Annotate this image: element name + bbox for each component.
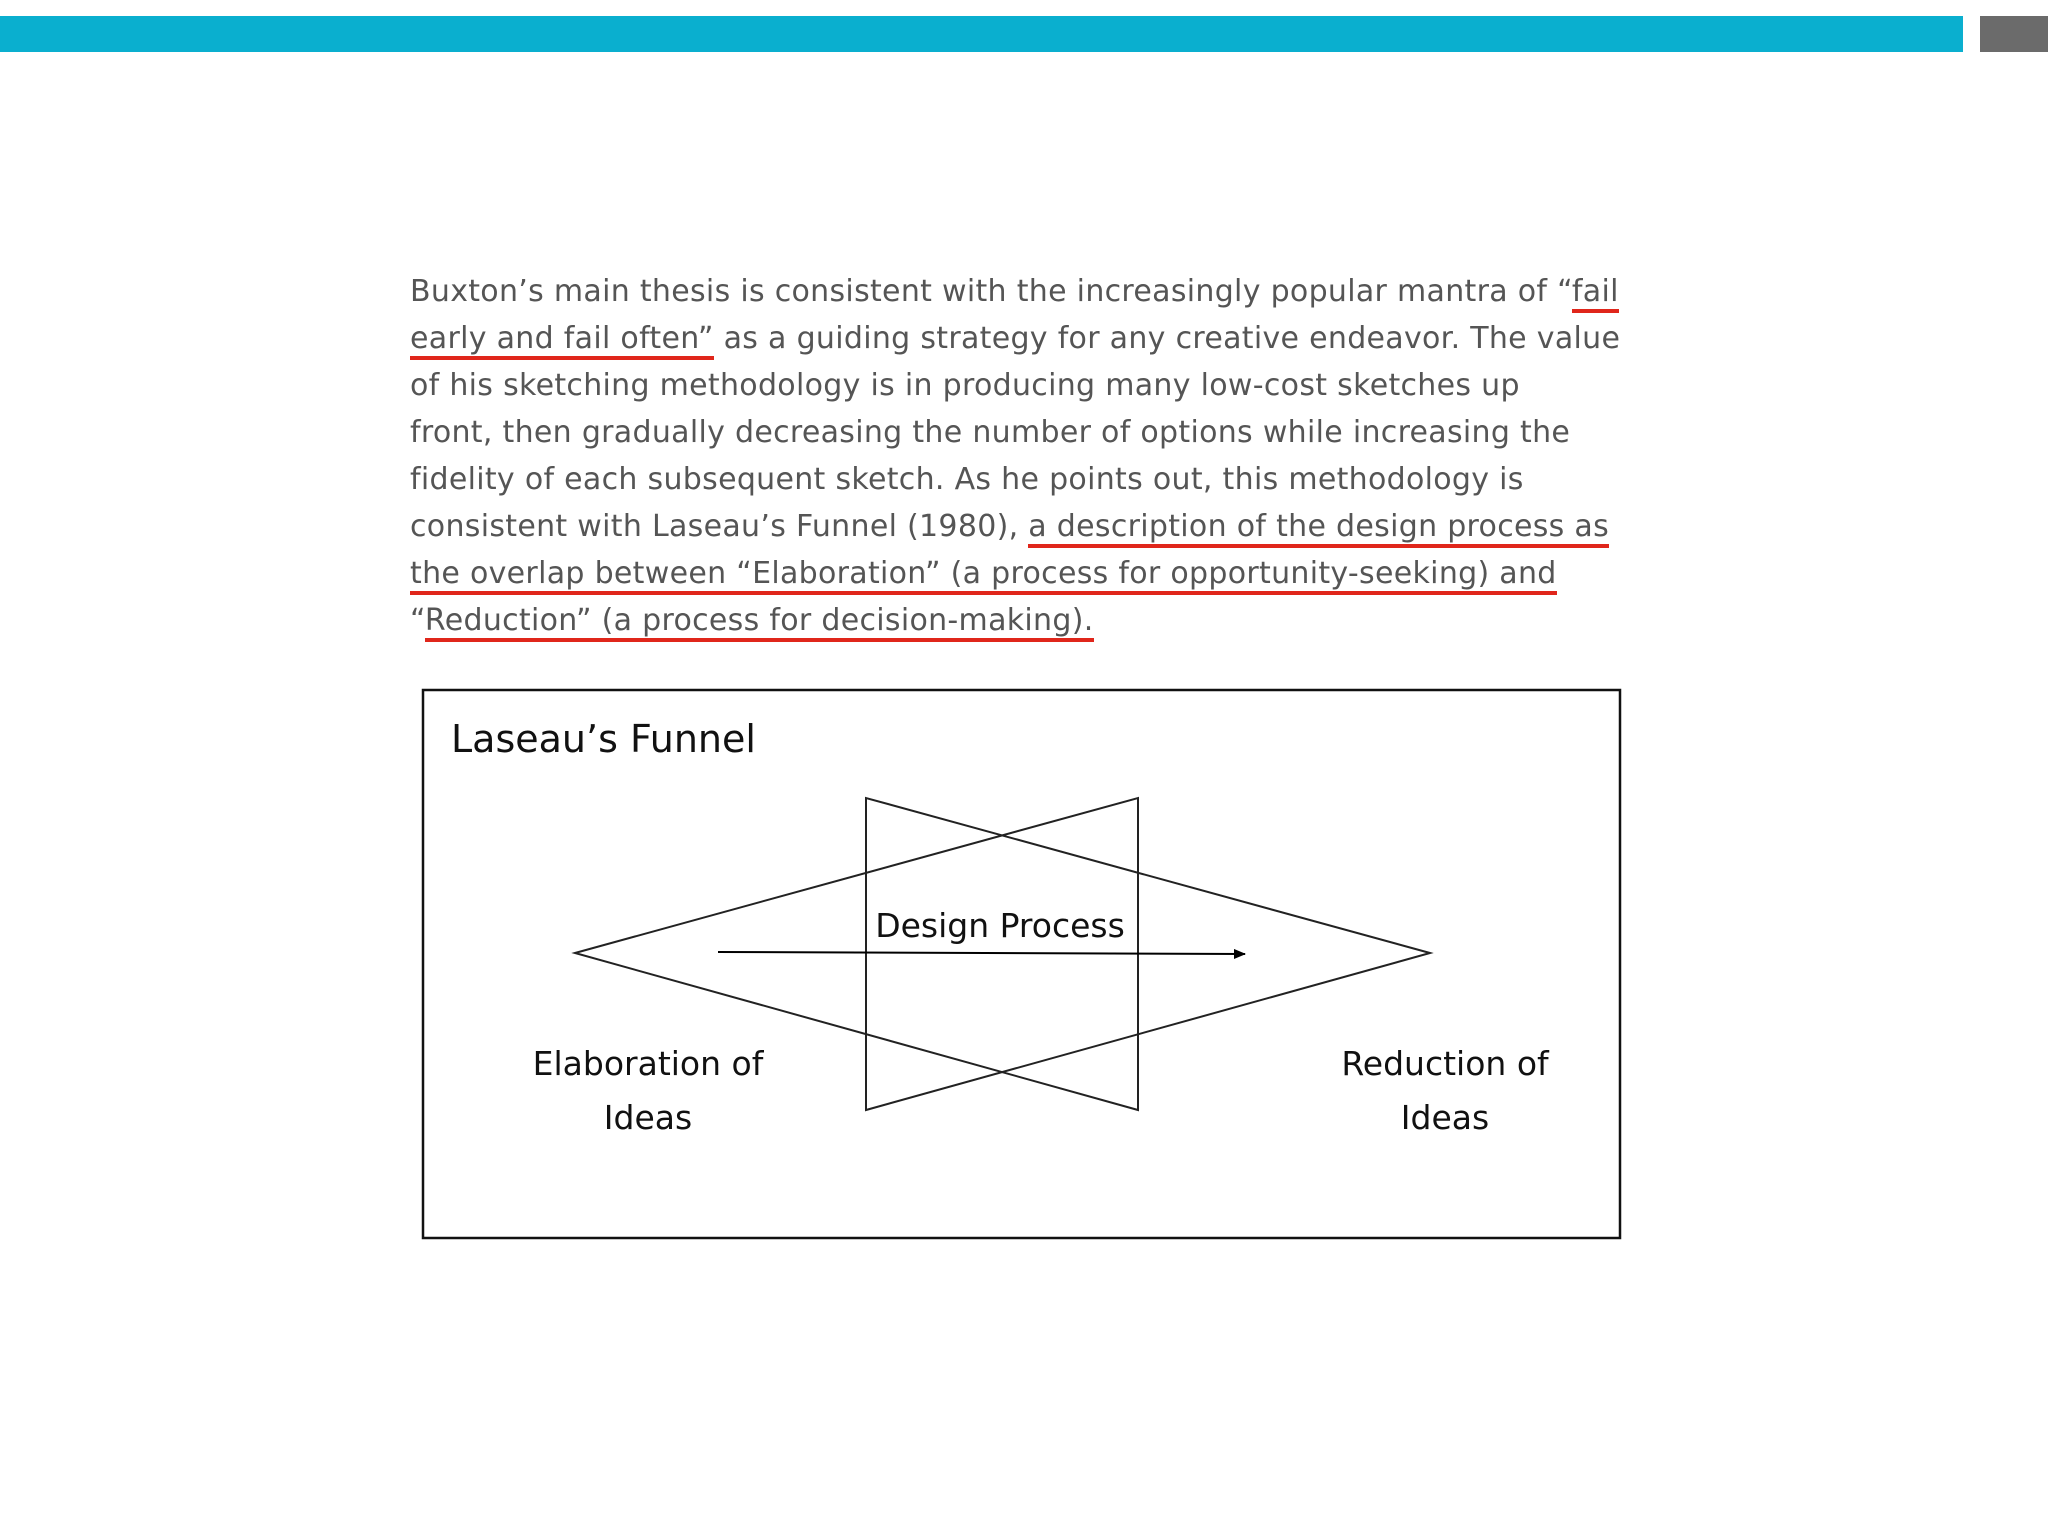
excerpt-text: “ [410,603,425,638]
design-process-label: Design Process [875,906,1125,945]
diagram-title: Laseau’s Funnel [451,717,756,761]
excerpt-text: as a guiding strategy for any creative endeavor. The value [713,321,1621,356]
elaboration-label-line-1: Elaboration of [532,1044,764,1083]
excerpt-line-3: of his sketching methodology is in producing many low-cost sketches up [410,368,1520,403]
reduction-label-line-1: Reduction of [1341,1044,1549,1083]
highlighted-phrase: a description of the design process as [1028,509,1609,548]
elaboration-label-line-2: Ideas [603,1098,693,1137]
highlighted-phrase: Reduction” (a process for decision-making). [425,603,1094,642]
excerpt-line-4: front, then gradually decreasing the number of options while increasing the [410,415,1571,450]
excerpt-text: consistent with Laseau’s Funnel (1980), [410,509,1029,544]
diagram-frame [423,690,1620,1238]
design-process-arrow [718,952,1245,954]
highlighted-phrase: the overlap between “Elaboration” (a process for opportunity-seeking) and [410,556,1557,595]
excerpt-text: Buxton’s main thesis is consistent with the increasingly popular mantra of “ [410,274,1572,309]
excerpt-line-5: fidelity of each subsequent sketch. As he points out, this methodology is [410,462,1524,497]
highlighted-phrase: early and fail often” [410,321,714,360]
highlighted-phrase: fail [1572,274,1619,313]
reduction-label-line-2: Ideas [1400,1098,1490,1137]
